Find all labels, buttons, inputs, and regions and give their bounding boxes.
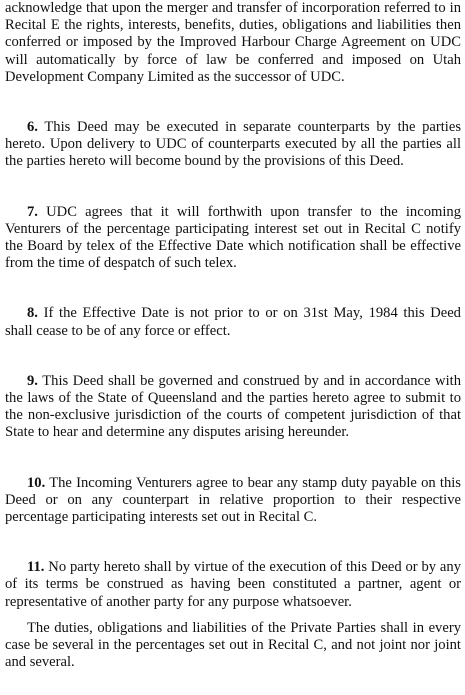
paragraph-number: 8. <box>27 305 38 322</box>
paragraph-number: 11. <box>27 559 45 576</box>
paragraph-8 <box>5 305 461 339</box>
paragraph-text: This Deed shall be governed and construed by and in accordance with the laws of the State of Queensland and the parties hereto agree to submit to the non-exclusive jurisdiction of the courts of competent jurisdiction of that State to hear and determine any disputes arising hereunder. <box>5 372 462 441</box>
paragraph-11-continued <box>5 620 461 672</box>
paragraph-number: 6. <box>27 119 38 136</box>
paragraph-text: acknowledge that upon the merger and transfer of incorporation referred to in Recital E the rights, interests, benefits, duties, obligations and liabilities then conferred or imposed by the Improved Harbour Charge Agreement on UDC will automatically by force of law be conferred and imposed on Utah Development Company Limited as the successor of UDC. <box>5 0 461 85</box>
paragraph-text: This Deed may be executed in separate counterparts by the parties hereto. Upon delivery to UDC of counterparts executed by all the parties all the parties hereto will become bound by the provisions of this Deed. <box>5 119 462 170</box>
paragraph-number: 9. <box>27 372 38 389</box>
paragraph-9 <box>5 373 461 442</box>
paragraph-text: UDC agrees that it will forthwith upon transfer to the incoming Venturers of the percentage participating interest set out in Recital C notify the Board by telex of the Effective Date which notification shall be effective from the time of despatch of such telex. <box>5 203 461 272</box>
paragraph-number: 10. <box>27 474 46 491</box>
document-page <box>5 0 461 671</box>
paragraph-text: The duties, obligations and liabilities of the Private Parties shall in every case be several in the percentages set out in Recital C, and not joint nor joint and several. <box>5 619 461 671</box>
paragraph-text: No party hereto shall by virtue of the execution of this Deed or by any of its terms be construed as having been constituted a partner, agent or representative of another party for any purpose whatsoever. <box>5 559 461 610</box>
paragraph-10 <box>5 475 461 527</box>
paragraph-11 <box>5 559 461 611</box>
paragraph-text: If the Effective Date is not prior to or on 31st May, 1984 this Deed shall cease to be of any force or effect. <box>5 305 461 339</box>
paragraph-number: 7. <box>27 203 38 220</box>
paragraph-intro <box>5 0 461 86</box>
paragraph-text: The Incoming Venturers agree to bear any stamp duty payable on this Deed or on any counterpart in relative proportion to their respective percentage participating interests set out in Recital C. <box>5 474 461 526</box>
paragraph-7 <box>5 204 461 273</box>
paragraph-6 <box>5 119 461 171</box>
